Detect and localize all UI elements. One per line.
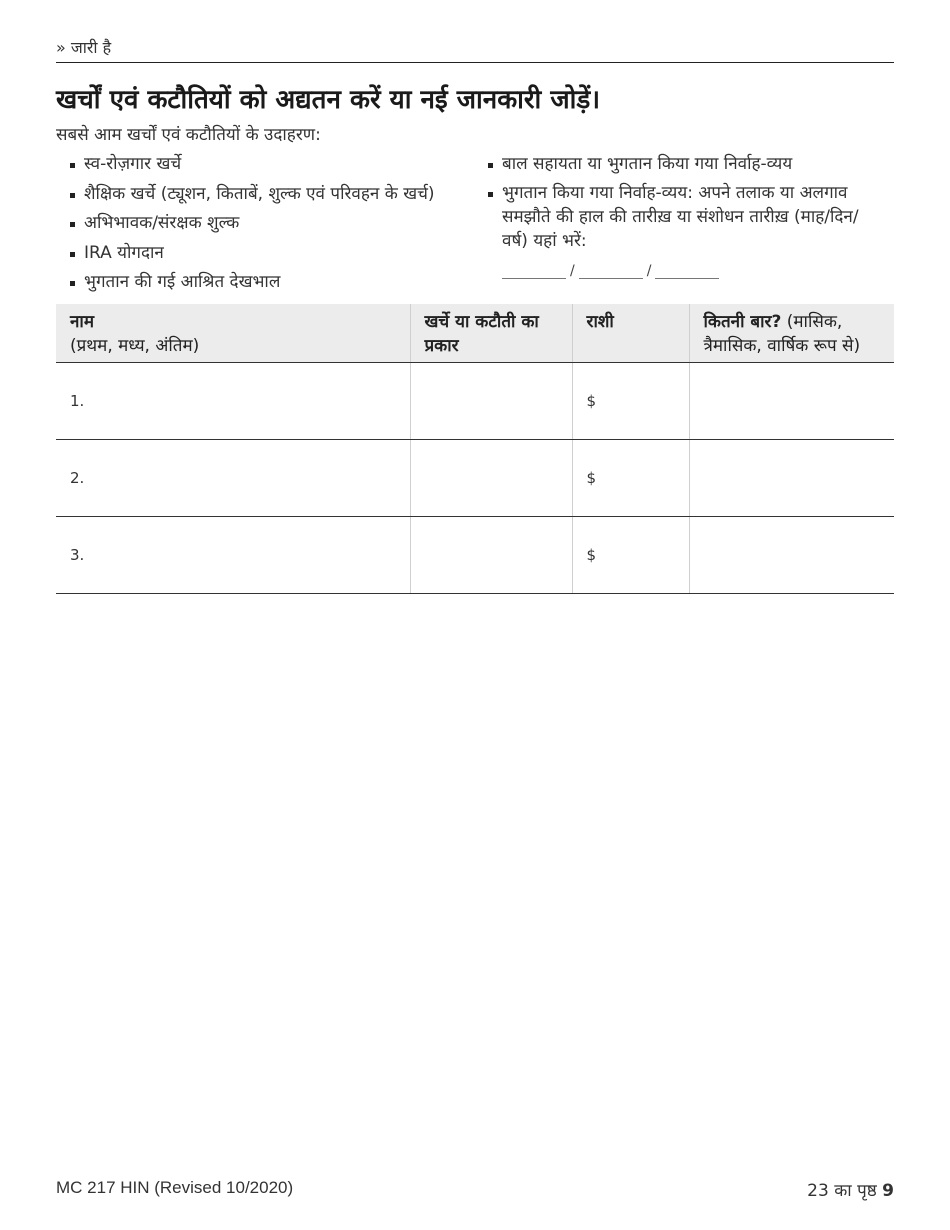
column-header-sublabel: (मासिक, त्रैमासिक, वार्षिक रूप से)	[703, 312, 861, 356]
table-header-row	[56, 304, 894, 363]
frequency-cell[interactable]	[689, 440, 894, 517]
header-divider	[56, 62, 894, 63]
date-separator: /	[646, 263, 652, 279]
example-item	[70, 270, 435, 300]
table-row	[56, 363, 894, 440]
date-day-input[interactable]	[579, 262, 643, 279]
bullet-icon	[70, 193, 75, 198]
column-header-type	[410, 304, 572, 363]
type-cell[interactable]	[410, 363, 572, 440]
column-header-label: कितनी बार?	[703, 312, 782, 332]
example-item-label: भुगतान किया गया निर्वाह-व्यय: अपने तलाक या अलगाव समझौते की हाल की तारीख़ या संशोधन तारीख़ (माह/दिन/वर्ष) यहां भरें:	[502, 183, 859, 251]
page-indicator-prefix: 23 का पृष्ठ	[807, 1181, 877, 1201]
example-item	[70, 182, 435, 212]
example-item-label: स्व-रोज़गार खर्चे	[84, 154, 182, 174]
examples-list-right	[488, 152, 862, 258]
row-number: 1.	[70, 392, 85, 410]
example-item-label: भुगतान की गई आश्रित देखभाल	[84, 272, 281, 292]
amount-cell[interactable]	[572, 440, 689, 517]
date-month-input[interactable]	[502, 262, 566, 279]
continued-label: » जारी है	[56, 38, 112, 57]
column-header-amount	[572, 304, 689, 363]
table-row	[56, 517, 894, 594]
date-separator: /	[570, 263, 575, 279]
table-row	[56, 440, 894, 517]
row-number: 3.	[70, 546, 85, 564]
example-item-label: IRA योगदान	[84, 242, 164, 263]
currency-symbol: $	[586, 469, 597, 487]
name-cell[interactable]	[56, 517, 410, 594]
bullet-icon	[70, 281, 75, 286]
examples-list-left	[70, 152, 435, 300]
column-header-label: नाम	[70, 312, 95, 332]
amount-cell[interactable]	[572, 517, 689, 594]
column-header-name	[56, 304, 410, 363]
type-cell[interactable]	[410, 440, 572, 517]
example-item-label: शैक्षिक खर्चे (ट्यूशन, किताबें, शुल्क एवं परिवहन के खर्च)	[84, 183, 435, 204]
example-item	[488, 152, 862, 176]
row-number: 2.	[70, 469, 85, 487]
bullet-icon	[488, 163, 493, 168]
example-item	[70, 241, 435, 271]
column-header-frequency	[689, 304, 894, 363]
page-indicator	[807, 1178, 894, 1201]
column-header-sublabel: (प्रथम, मध्य, अंतिम)	[70, 336, 200, 356]
frequency-cell[interactable]	[689, 517, 894, 594]
example-item-label: बाल सहायता या भुगतान किया गया निर्वाह-व्यय	[502, 154, 793, 174]
frequency-cell[interactable]	[689, 363, 894, 440]
amount-cell[interactable]	[572, 363, 689, 440]
bullet-icon	[70, 222, 75, 227]
bullet-icon	[70, 252, 75, 257]
page-title: खर्चों एवं कटौतियों को अद्यतन करें या नई जानकारी जोड़ें।	[56, 85, 601, 115]
bullet-icon	[488, 192, 493, 197]
page-number: 9	[882, 1181, 894, 1201]
examples-intro: सबसे आम खर्चों एवं कटौतियों के उदाहरण:	[56, 125, 321, 145]
name-cell[interactable]	[56, 363, 410, 440]
date-year-input[interactable]	[655, 262, 719, 279]
type-cell[interactable]	[410, 517, 572, 594]
example-item	[488, 181, 862, 253]
column-header-label: खर्चे या कटौती का प्रकार	[424, 312, 539, 356]
name-cell[interactable]	[56, 440, 410, 517]
bullet-icon	[70, 163, 75, 168]
example-item	[70, 211, 435, 241]
form-id: MC 217 HIN (Revised 10/2020)	[56, 1178, 294, 1197]
currency-symbol: $	[586, 546, 597, 564]
currency-symbol: $	[586, 392, 597, 410]
expenses-table	[56, 304, 894, 594]
column-header-label: राशी	[586, 312, 614, 332]
example-item	[70, 152, 435, 182]
example-item-label: अभिभावक/संरक्षक शुल्क	[84, 213, 240, 233]
agreement-date-field	[502, 262, 719, 279]
